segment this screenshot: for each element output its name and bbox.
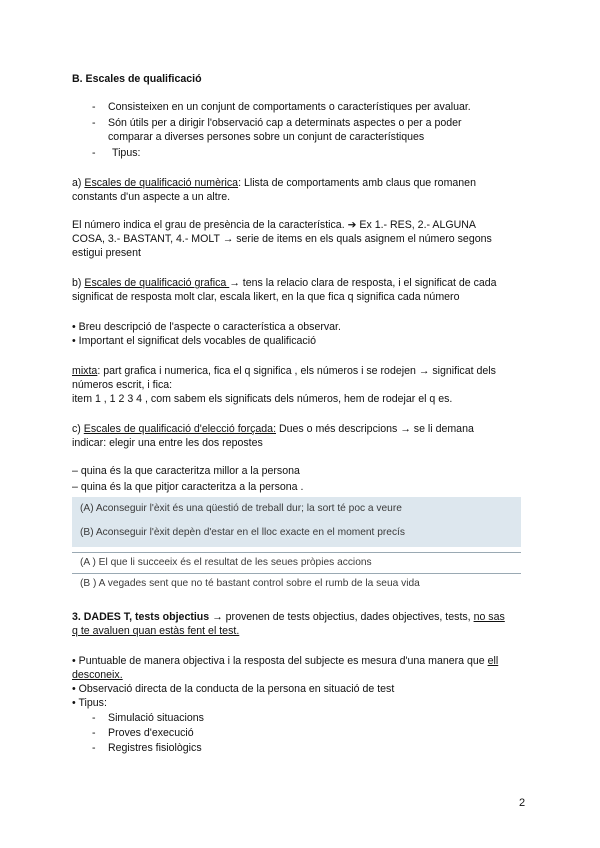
forced-scale-line-2: indicar: elegir una entre les dos repostes xyxy=(72,437,263,449)
numeric-scale-line-2: constants d'un aspecte a un altre. xyxy=(72,191,231,203)
forced-term: Escales de qualificació d'elecció forçada: xyxy=(83,423,277,435)
mixed-text: : part grafica i numerica, fica el q significa , els números i se rodejen → significat dels xyxy=(97,365,496,377)
section-b-bullet-1: Consisteixen en un conjunt de comportaments o característiques per avaluar. xyxy=(108,101,471,113)
dash-bullet: - xyxy=(92,712,96,724)
forced-option-a2: (A ) El que li succeeix és el resultat de les seues pròpies accions xyxy=(80,557,372,568)
section-b-bullet-2-cont: comparar a diverses persones sobre un conjunt de característiques xyxy=(108,131,425,143)
section-3-point-1-cont: desconeix. xyxy=(72,669,123,681)
section-3-line-2: q te avaluen quan estàs fent el test. xyxy=(72,625,240,637)
section-b-title: B. Escales de qualificació xyxy=(72,73,202,85)
section-3-text: → provenen de tests objectius, dades objectives, tests, xyxy=(209,611,474,623)
type-item-2: Proves d'execució xyxy=(108,727,194,739)
graphic-scale-line-1 xyxy=(72,276,497,290)
section-3-point-1-text: • Puntuable de manera objectiva i la resposta del subjecte es mesura d'una manera que xyxy=(72,655,488,667)
dash-bullet: - xyxy=(92,727,96,739)
mixed-line-2: números escrit, i fica: xyxy=(72,379,173,391)
numeric-text: : Llista de comportaments amb claus que romanen xyxy=(238,177,476,189)
section-3-point-1-underlined: ell xyxy=(487,655,499,667)
section-3-point-3: • Tipus: xyxy=(72,697,107,709)
dash-bullet: - xyxy=(92,117,96,129)
numeric-scale-line-1 xyxy=(72,176,476,190)
page-number: 2 xyxy=(519,797,526,809)
forced-option-b1: (B) Aconseguir l'èxit depèn d'estar en el lloc exacte en el moment precís xyxy=(80,527,405,538)
section-3-line-1 xyxy=(72,610,505,624)
forced-text: Dues o més descripcions → se li demana xyxy=(276,423,474,435)
options-divider xyxy=(72,573,521,574)
section-3-underlined-text: no sas xyxy=(473,611,505,623)
section-b-bullet-2: Són útils per a dirigir l'observació cap a determinats aspectes o per a poder xyxy=(108,117,462,129)
forced-prefix: c) xyxy=(72,423,84,435)
forced-dash-1: – quina és la que caracteritza millor a la persona xyxy=(72,465,300,477)
numeric-desc-3: estigui present xyxy=(72,247,141,259)
forced-option-b2: (B ) A vegades sent que no té bastant control sobre el rumb de la seua vida xyxy=(80,578,420,589)
numeric-prefix: a) xyxy=(72,177,85,189)
section-3-title: 3. DADES T, tests objectius xyxy=(72,611,210,623)
numeric-desc-1: El número indica el grau de presència de la característica. ➔ Ex 1.- RES, 2.- ALGUNA xyxy=(72,219,476,231)
graphic-text: → tens la relacio clara de resposta, i el significat de cada xyxy=(229,277,497,289)
forced-option-a1: (A) Aconseguir l'èxit és una qüestió de treball dur; la sort té poc a veure xyxy=(80,503,402,514)
mixed-term: mixta xyxy=(72,365,98,377)
dash-bullet: - xyxy=(92,742,96,754)
dash-bullet: - xyxy=(92,101,96,113)
numeric-term: Escales de qualificació numèrica xyxy=(84,177,239,189)
graphic-point-2: • Important el significat dels vocables de qualificació xyxy=(72,335,316,347)
mixed-line-3: item 1 , 1 2 3 4 , com sabem els significats dels números, hem de rodejar el q es. xyxy=(72,393,453,405)
section-b-bullet-3: Tipus: xyxy=(112,147,141,159)
section-3-point-2: • Observació directa de la conducta de la persona en situació de test xyxy=(72,683,395,695)
graphic-prefix: b) xyxy=(72,277,85,289)
graphic-term: Escales de qualificació grafica xyxy=(84,277,230,289)
type-item-1: Simulació situacions xyxy=(108,712,204,724)
graphic-scale-line-2: significat de resposta molt clar, escala likert, en la que fica q significa cada número xyxy=(72,291,460,303)
forced-dash-2: – quina és la que pitjor caracteritza a la persona . xyxy=(72,481,304,493)
forced-scale-line-1 xyxy=(72,422,474,436)
numeric-desc-2: COSA, 3.- BASTANT, 4.- MOLT → serie de items en els quals asignem el número segons xyxy=(72,233,492,245)
dash-bullet: - xyxy=(92,147,96,159)
type-item-3: Registres fisiològics xyxy=(108,742,202,754)
section-3-point-1 xyxy=(72,654,498,668)
graphic-point-1: • Breu descripció de l'aspecte o característica a observar. xyxy=(72,321,341,333)
options-divider xyxy=(72,552,521,553)
mixed-line-1 xyxy=(72,364,496,378)
